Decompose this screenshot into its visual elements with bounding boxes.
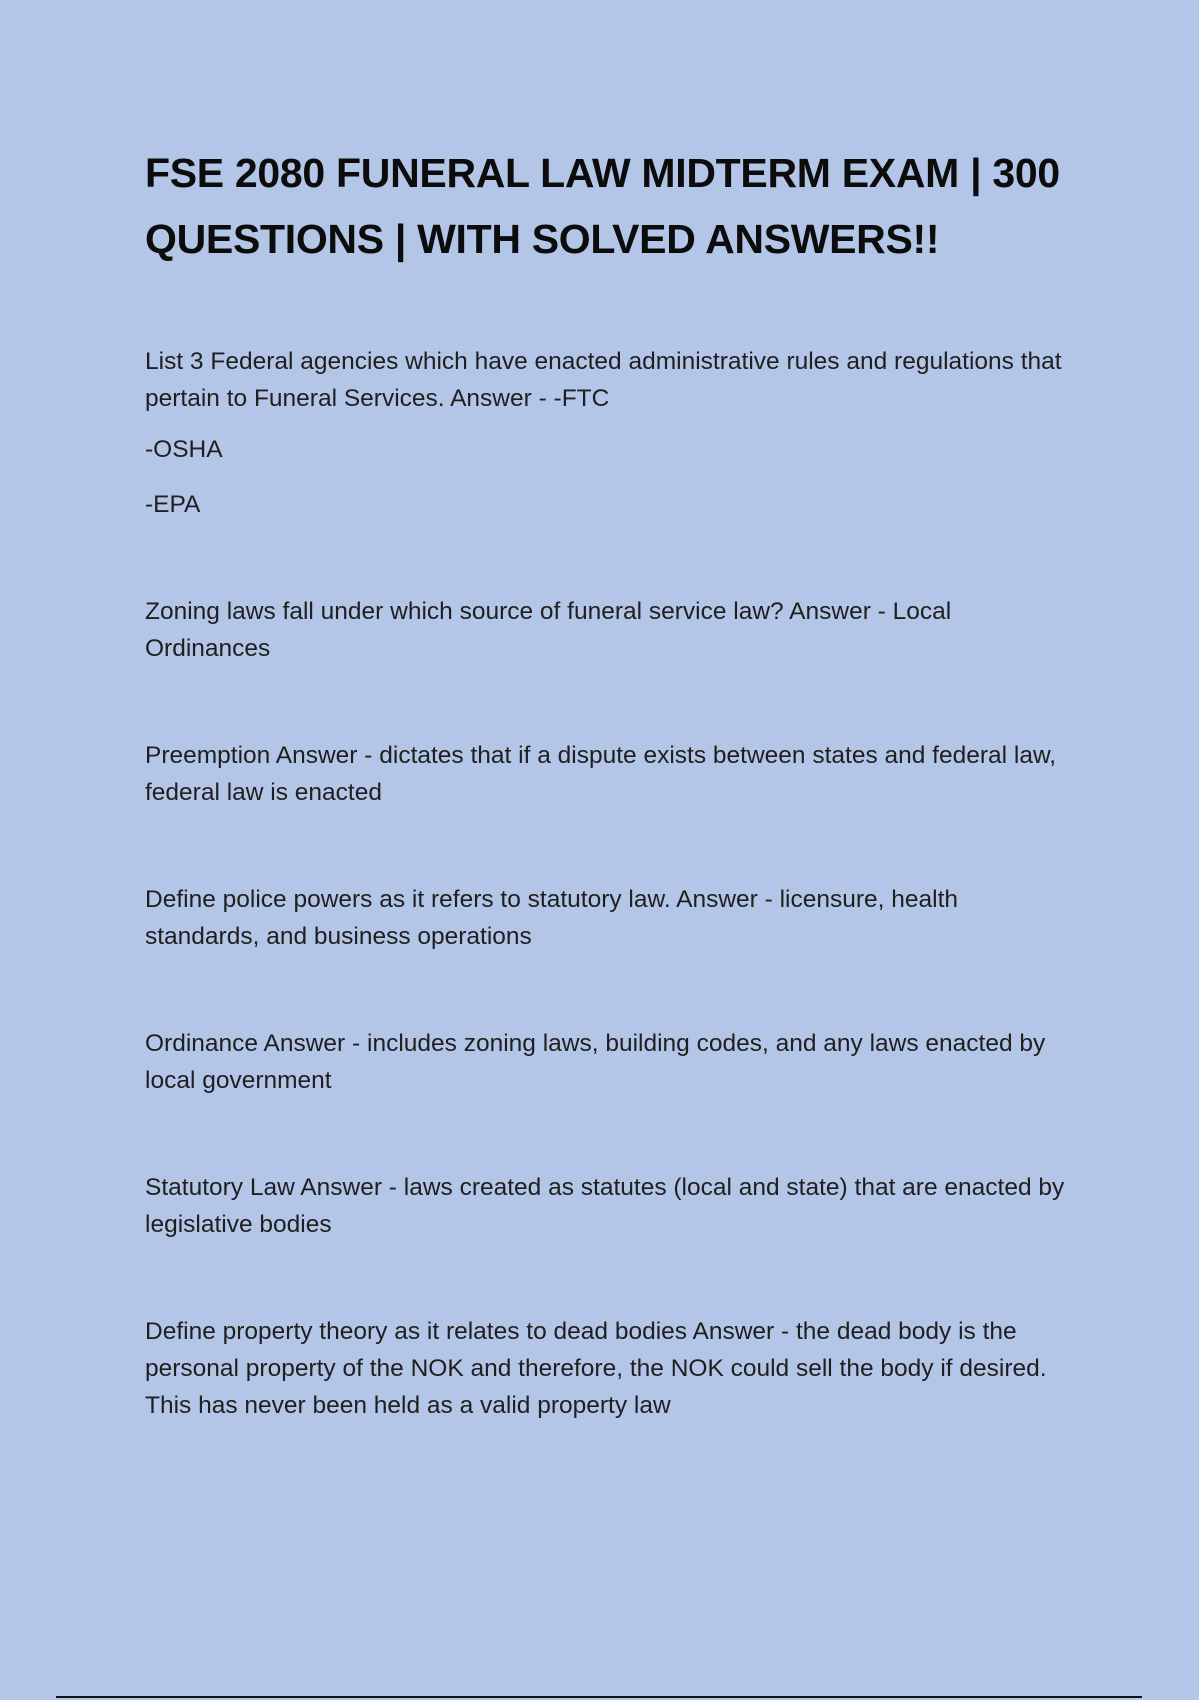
answer-label: Answer: [676, 886, 758, 913]
answer-text: - Local Ordinances: [145, 598, 952, 662]
question-text: Zoning laws fall under which source of funeral service law?: [145, 598, 784, 625]
answer-label: Answer: [450, 385, 532, 412]
answer-label: Answer: [275, 742, 358, 769]
answer-text: - dictates that if a dispute exists between states and federal law, federal law is enacted: [145, 742, 1057, 806]
qa-item-7: [145, 1313, 1075, 1424]
question-text: Preemption: [145, 742, 271, 769]
qa-item-6: [145, 1169, 1075, 1243]
answer-label: Answer: [263, 1030, 346, 1057]
qa-item-5: [145, 1025, 1075, 1099]
answer-text: - laws created as statutes (local and state) that are enacted by legislative bodies: [145, 1174, 1065, 1238]
qa-item-3: [145, 737, 1075, 811]
answer-label: Answer: [789, 598, 871, 625]
qa-item-4: [145, 881, 1075, 955]
answer-extra-line: -OSHA: [145, 436, 223, 463]
answer-label: Answer: [300, 1174, 382, 1201]
question-text: Ordinance: [145, 1030, 259, 1057]
question-text: Statutory Law: [145, 1174, 295, 1201]
footer-divider: [56, 1696, 1142, 1698]
answer-extra-line: -EPA: [145, 491, 201, 518]
answer-text: - the dead body is the personal property of the NOK and therefore, the NOK could sell the body if desired. This has never been held as a valid property law: [145, 1318, 1047, 1419]
qa-item-1: [145, 343, 1075, 417]
question-text: Define property theory as it relates to dead bodies: [145, 1318, 688, 1345]
qa-item-2: [145, 593, 1075, 667]
answer-text: - -FTC: [538, 385, 610, 412]
answer-text: - includes zoning laws, building codes, and any laws enacted by local government: [145, 1030, 1046, 1094]
document-title: FSE 2080 FUNERAL LAW MIDTERM EXAM | 300 QUESTIONS | WITH SOLVED ANSWERS!!: [145, 150, 1060, 262]
question-text: Define police powers as it refers to statutory law.: [145, 886, 671, 913]
answer-text: - licensure, health standards, and business operations: [145, 886, 959, 950]
question-text: List 3 Federal agencies which have enacted administrative rules and regulations that pertain to Funeral Services.: [145, 348, 1062, 412]
answer-label: Answer: [692, 1318, 775, 1345]
